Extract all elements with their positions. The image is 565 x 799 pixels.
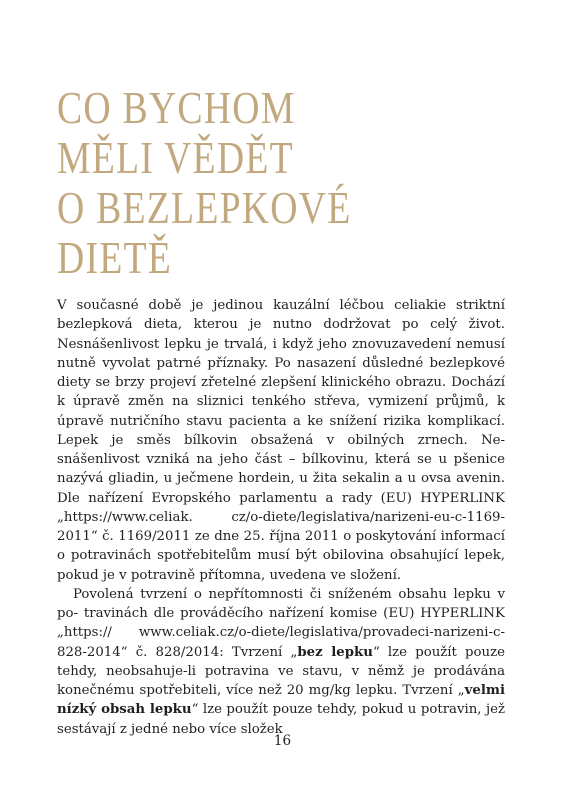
text-line: dieta, kterou je nutno dodržovat po celý život. Nesnášenlivost lepku je bbox=[57, 317, 505, 352]
text-line: vymizení průjmů, k úpravě nutričního stavu pacienta a ke snížení rizika bbox=[57, 394, 505, 429]
text-line: komplikací. Lepek je směs bílkovin obsažená v obilných zrnech. Ne- bbox=[57, 413, 505, 448]
text-line: Evropského parlamentu a rady (EU) HYPERLINK „https://www.celiak. bbox=[57, 490, 505, 525]
text-line: musí být obilovina obsahující lepek, pokud je v potravině přítomna, bbox=[57, 548, 505, 583]
paragraph-2 bbox=[57, 585, 505, 739]
text-line: Po nasazení důsledné bezlepkové diety se brzy projeví zřetelné zlepšení bbox=[57, 355, 505, 390]
text-line: www.celiak.cz/o-diete/legislativa/provadeci-narizeni-c-828-2014“ bbox=[57, 625, 505, 660]
text-line: potravina ve stavu, v němž je prodávána konečnému spotřebiteli, více bbox=[57, 663, 505, 698]
text-line: gliadin, u ječmene hordein, u žita sekalin a u ovsa avenin. Dle nařízení bbox=[57, 471, 505, 506]
page-number: 16 bbox=[273, 733, 292, 749]
text-line: pouze tehdy, pokud u potravin, jež sestávají z jedné nebo více složek bbox=[57, 702, 505, 737]
text-run: “ lze použít pouze tehdy, neobsahuje-li bbox=[57, 644, 505, 679]
text-line: trvalá, i když jeho znovuzavedení nemusí nutně vyvolat patrné příznaky. bbox=[57, 336, 505, 371]
body-text bbox=[57, 296, 505, 739]
text-line: travinách dle prováděcího nařízení komise (EU) HYPERLINK „https:// bbox=[57, 606, 505, 641]
text-run: “ lze použít bbox=[191, 702, 269, 718]
text-line: Povolená tvrzení o nepřítomnosti či sníženém obsahu lepku v po- bbox=[57, 586, 505, 621]
chapter-title-line: CO BYCHOM bbox=[57, 81, 296, 133]
text-line: 25. října 2011 o poskytování informací o potravinách spotřebitelům bbox=[57, 529, 505, 564]
text-run: č. 828/2014: Tvrzení „ bbox=[135, 644, 298, 660]
text-line: uvedena ve složení. bbox=[269, 567, 402, 583]
chapter-title-line: O BEZLEPKOVÉ bbox=[57, 181, 352, 233]
paragraph-1 bbox=[57, 296, 505, 585]
text-line: snášenlivost vzniká na jeho část – bílkovinu, která se u pšenice nazývá bbox=[57, 452, 505, 487]
text-run: než 20 mg/kg lepku. Tvrzení „ bbox=[258, 683, 465, 698]
text-line: cz/o-diete/legislativa/narizeni-eu-c-1169-2011“ č. 1169/2011 ze dne bbox=[57, 509, 505, 544]
chapter-title bbox=[57, 83, 434, 283]
bold-term-velmi-nizky-obsah-lepku: velmi nízký obsah lepku bbox=[57, 683, 505, 718]
chapter-title-line: DIETĚ bbox=[57, 231, 173, 283]
text-line: V současné době je jedinou kauzální léčbou celiakie striktní bezlepková bbox=[57, 298, 505, 333]
text-line: klinického obrazu. Dochází k úpravě změn na sliznici tenkého střeva, bbox=[57, 375, 505, 410]
chapter-title-line: MĚLI VĚDĚT bbox=[57, 131, 294, 183]
bold-term-bez-lepku: bez lepku bbox=[297, 644, 373, 660]
